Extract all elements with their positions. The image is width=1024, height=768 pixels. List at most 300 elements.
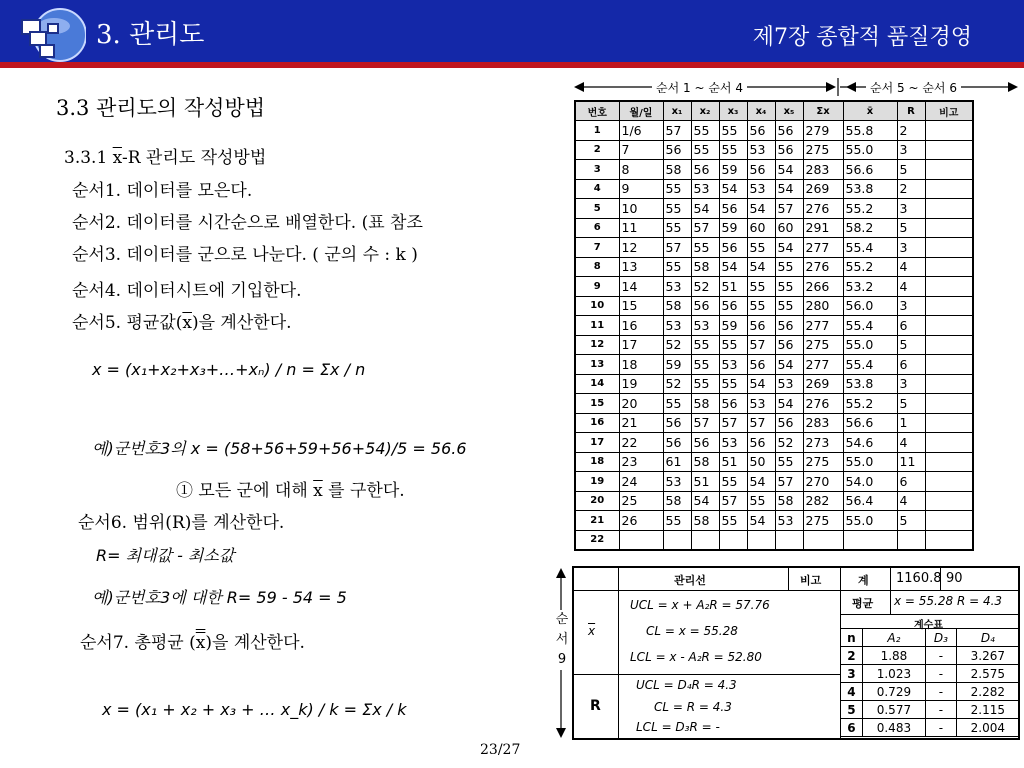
table-cell: 54 — [775, 238, 803, 258]
table-row — [575, 140, 973, 160]
table-cell: 6 — [897, 316, 925, 336]
column-header: x₃ — [719, 101, 747, 121]
coef-header-row — [841, 629, 1020, 647]
table-row — [575, 530, 973, 550]
table-cell: 18 — [619, 355, 663, 375]
table-cell: 55 — [747, 277, 775, 297]
table-cell: 269 — [803, 374, 843, 394]
table-cell: 53 — [719, 433, 747, 453]
coef-cell: 2.115 — [956, 701, 1019, 719]
table-cell: 53 — [663, 316, 691, 336]
table-cell: 56 — [719, 238, 747, 258]
table-cell: 53.2 — [843, 277, 897, 297]
coef-row — [841, 719, 1020, 737]
step-1: 순서1. 데이터를 모은다. — [72, 181, 253, 201]
table-cell: 56 — [775, 316, 803, 336]
table-row — [575, 199, 973, 219]
step-7 — [80, 628, 305, 653]
coef-cell: 1.88 — [862, 647, 925, 665]
table-cell: 21 — [575, 511, 619, 531]
table-cell: 17 — [575, 433, 619, 453]
coefficient-table — [840, 628, 1020, 737]
table-cell: 275 — [803, 511, 843, 531]
table-cell: 1/6 — [619, 121, 663, 141]
step-5 — [72, 308, 292, 333]
table-row — [575, 296, 973, 316]
table-cell: 55 — [747, 491, 775, 511]
table-cell: 55 — [663, 394, 691, 414]
table-cell: 12 — [575, 335, 619, 355]
table-cell: 58 — [691, 452, 719, 472]
note-1-pre: ① 모든 군에 대해 — [176, 481, 308, 501]
table-cell: 55.4 — [843, 316, 897, 336]
column-header: x₄ — [747, 101, 775, 121]
table-cell: 15 — [575, 394, 619, 414]
table-cell: 55.4 — [843, 355, 897, 375]
table-cell: 276 — [803, 199, 843, 219]
sum-label: 계 — [858, 574, 869, 587]
table-row — [575, 179, 973, 199]
table-cell: 22 — [575, 530, 619, 550]
table-cell: 11 — [897, 452, 925, 472]
coef-cell: 2.282 — [956, 683, 1019, 701]
table-cell: 56 — [747, 160, 775, 180]
table-cell: 60 — [775, 218, 803, 238]
ucl-r: UCL = D₄R = 4.3 — [636, 678, 737, 692]
xbar-row-label: $\overline{x}$ — [588, 624, 596, 638]
table-cell: 277 — [803, 238, 843, 258]
table-cell — [925, 160, 973, 180]
table-cell: 56 — [691, 160, 719, 180]
table-cell: 55.0 — [843, 335, 897, 355]
step-7-post: )을 계산한다. — [205, 633, 305, 653]
coef-cell: 2.575 — [956, 665, 1019, 683]
table-cell: 59 — [719, 316, 747, 336]
coef-cell: - — [926, 719, 957, 737]
table-cell: 4 — [897, 433, 925, 453]
table-cell: 60 — [747, 218, 775, 238]
table-cell: 54 — [775, 179, 803, 199]
table-cell: 54 — [747, 374, 775, 394]
table-row — [575, 452, 973, 472]
coef-cell: 0.483 — [862, 719, 925, 737]
coef-cell: 3.267 — [956, 647, 1019, 665]
table-cell: 58 — [663, 160, 691, 180]
table-cell: 53.8 — [843, 374, 897, 394]
table-cell — [925, 199, 973, 219]
table-cell — [925, 413, 973, 433]
table-cell: 57 — [775, 199, 803, 219]
table-cell: 275 — [803, 140, 843, 160]
table-cell: 55 — [719, 140, 747, 160]
table-cell: 4 — [897, 277, 925, 297]
table-cell: 57 — [775, 472, 803, 492]
table-cell: 56 — [747, 316, 775, 336]
note-1-post: 를 구한다. — [328, 481, 405, 501]
table-cell: 19 — [575, 472, 619, 492]
coef-row — [841, 665, 1020, 683]
table-cell: 9 — [575, 277, 619, 297]
section-title: 3.3 관리도의 작성방법 — [56, 96, 266, 120]
table-cell: 13 — [619, 257, 663, 277]
data-sheet — [574, 100, 1020, 551]
table-cell: 55 — [719, 472, 747, 492]
table-cell — [843, 530, 897, 550]
table-cell: 15 — [619, 296, 663, 316]
column-header: Σx — [803, 101, 843, 121]
table-cell — [925, 218, 973, 238]
table-cell: 52 — [663, 335, 691, 355]
table-cell: 57 — [691, 218, 719, 238]
table-cell: 276 — [803, 394, 843, 414]
table-cell: 2 — [575, 140, 619, 160]
footer-box — [572, 566, 1020, 740]
table-cell: 55 — [691, 355, 719, 375]
table-cell: 55 — [775, 452, 803, 472]
table-cell: 55 — [663, 511, 691, 531]
table-cell: 5 — [897, 394, 925, 414]
table-cell: 53 — [663, 472, 691, 492]
sum-xbar: 1160.8 — [896, 571, 942, 586]
table-cell: 61 — [663, 452, 691, 472]
table-cell: 55 — [775, 257, 803, 277]
table-row — [575, 491, 973, 511]
table-row — [575, 218, 973, 238]
table-cell: 5 — [897, 218, 925, 238]
coef-row — [841, 701, 1020, 719]
table-cell: 58 — [691, 394, 719, 414]
table-cell: 5 — [897, 335, 925, 355]
table-row — [575, 238, 973, 258]
table-cell: 55 — [663, 199, 691, 219]
table-cell: 25 — [619, 491, 663, 511]
table-header-row — [575, 101, 973, 121]
table-cell: 22 — [619, 433, 663, 453]
table-cell: 56 — [775, 140, 803, 160]
table-cell: 50 — [747, 452, 775, 472]
table-row — [575, 355, 973, 375]
table-row — [575, 413, 973, 433]
table-cell: 56.6 — [843, 413, 897, 433]
table-cell: 54 — [747, 257, 775, 277]
table-cell — [925, 374, 973, 394]
table-cell — [925, 277, 973, 297]
table-cell: 3 — [897, 374, 925, 394]
table-cell: 55 — [691, 140, 719, 160]
table-row — [575, 511, 973, 531]
coef-cell: - — [926, 665, 957, 683]
table-cell — [925, 335, 973, 355]
table-cell: 54 — [719, 179, 747, 199]
column-header: R — [897, 101, 925, 121]
table-cell: 54 — [775, 394, 803, 414]
table-cell — [925, 257, 973, 277]
table-cell: 54 — [719, 257, 747, 277]
coef-column-header: D₄ — [956, 629, 1019, 647]
table-cell: 21 — [619, 413, 663, 433]
table-cell — [803, 530, 843, 550]
table-cell — [925, 511, 973, 531]
table-cell: 10 — [575, 296, 619, 316]
table-cell — [925, 472, 973, 492]
table-cell: 8 — [575, 257, 619, 277]
table-cell: 53 — [775, 374, 803, 394]
r-row-label: R — [590, 698, 601, 714]
table-cell: 55.0 — [843, 511, 897, 531]
table-row — [575, 374, 973, 394]
arrow-right-label: 순서 5 ~ 순서 6 — [866, 79, 961, 96]
table-cell: 24 — [619, 472, 663, 492]
table-row — [575, 160, 973, 180]
table-cell: 54 — [775, 160, 803, 180]
coef-cell: 2.004 — [956, 719, 1019, 737]
coef-cell: 1.023 — [862, 665, 925, 683]
table-cell: 56 — [775, 121, 803, 141]
table-cell: 5 — [897, 160, 925, 180]
table-cell: 279 — [803, 121, 843, 141]
table-cell: 5 — [897, 511, 925, 531]
table-cell: 55 — [663, 179, 691, 199]
cl-x: CL = x = 55.28 — [646, 624, 738, 638]
table-cell: 52 — [691, 277, 719, 297]
table-cell: 3 — [897, 238, 925, 258]
coef-row — [841, 647, 1020, 665]
table-cell: 52 — [775, 433, 803, 453]
table-row — [575, 121, 973, 141]
step-5-pre: 순서5. 평균값( — [72, 313, 183, 333]
example-range: 예)군번호3에 대한 R= 59 - 54 = 5 — [92, 588, 347, 607]
table-cell: 56 — [719, 394, 747, 414]
avg-label: 평균 — [852, 597, 874, 610]
table-cell: 54 — [691, 491, 719, 511]
coef-row — [841, 683, 1020, 701]
table-cell: 53 — [691, 316, 719, 336]
coef-cell: - — [926, 683, 957, 701]
subsection-xbar: $\overline{x}$ — [112, 148, 122, 168]
table-cell: 55.0 — [843, 452, 897, 472]
table-cell: 58.2 — [843, 218, 897, 238]
step-5-post: )을 계산한다. — [191, 313, 292, 333]
table-cell — [925, 296, 973, 316]
table-cell: 20 — [575, 491, 619, 511]
table-cell: 283 — [803, 160, 843, 180]
step-3: 순서3. 데이터를 군으로 나눈다. ( 군의 수 : k ) — [72, 245, 418, 265]
coef-cell: - — [926, 701, 957, 719]
table-cell: 55 — [719, 374, 747, 394]
table-cell: 20 — [619, 394, 663, 414]
coef-label: 계수표 — [914, 620, 943, 631]
table-cell: 277 — [803, 316, 843, 336]
table-cell: 19 — [619, 374, 663, 394]
table-cell: 53 — [775, 511, 803, 531]
note-1 — [176, 476, 405, 501]
table-cell: 6 — [575, 218, 619, 238]
table-cell — [925, 491, 973, 511]
table-cell: 57 — [663, 238, 691, 258]
table-cell: 51 — [719, 277, 747, 297]
table-cell: 56 — [775, 335, 803, 355]
table-cell: 54 — [747, 472, 775, 492]
table-cell: 58 — [663, 296, 691, 316]
table-cell: 55.2 — [843, 394, 897, 414]
table-cell: 54 — [747, 511, 775, 531]
column-header: x₂ — [691, 101, 719, 121]
table-cell: 11 — [575, 316, 619, 336]
table-cell: 55 — [719, 335, 747, 355]
table-cell: 54 — [747, 199, 775, 219]
slide-title: 3. 관리도 — [96, 20, 205, 50]
table-cell: 55 — [691, 238, 719, 258]
table-cell: 3 — [897, 140, 925, 160]
table-cell: 57 — [719, 491, 747, 511]
table-cell: 291 — [803, 218, 843, 238]
table-cell: 8 — [619, 160, 663, 180]
table-cell: 53 — [747, 179, 775, 199]
table-cell: 53.8 — [843, 179, 897, 199]
table-cell: 275 — [803, 335, 843, 355]
table-cell: 56.4 — [843, 491, 897, 511]
coef-cell: - — [926, 647, 957, 665]
table-cell — [925, 140, 973, 160]
table-cell: 56.6 — [843, 160, 897, 180]
table-cell: 59 — [719, 218, 747, 238]
remark-label: 비고 — [800, 574, 822, 587]
table-cell — [925, 355, 973, 375]
table-cell: 4 — [897, 257, 925, 277]
avg-values: x = 55.28 R = 4.3 — [894, 594, 1003, 608]
table-cell: 55.8 — [843, 121, 897, 141]
table-cell: 10 — [619, 199, 663, 219]
table-cell: 55 — [747, 238, 775, 258]
table-cell: 9 — [619, 179, 663, 199]
table-cell: 57 — [747, 413, 775, 433]
table-cell: 4 — [575, 179, 619, 199]
logo-icon — [8, 6, 86, 64]
table-cell: 55 — [747, 296, 775, 316]
table-cell: 55.4 — [843, 238, 897, 258]
cl-r: CL = R = 4.3 — [654, 700, 732, 714]
table-cell: 270 — [803, 472, 843, 492]
table-cell: 13 — [575, 355, 619, 375]
table-cell: 282 — [803, 491, 843, 511]
coef-cell: 0.729 — [862, 683, 925, 701]
coef-cell: 3 — [841, 665, 863, 683]
table-cell: 3 — [897, 199, 925, 219]
column-header: x₁ — [663, 101, 691, 121]
table-cell — [925, 452, 973, 472]
table-row — [575, 316, 973, 336]
table-cell: 26 — [619, 511, 663, 531]
table-cell: 266 — [803, 277, 843, 297]
subsection-rest: -R 관리도 작성방법 — [121, 148, 267, 168]
table-cell: 53 — [747, 394, 775, 414]
table-cell: 55 — [663, 218, 691, 238]
table-cell: 55.2 — [843, 199, 897, 219]
table-cell: 56 — [747, 355, 775, 375]
table-cell: 54 — [775, 355, 803, 375]
table-cell — [925, 530, 973, 550]
control-limits-section — [548, 566, 1022, 740]
table-cell — [925, 433, 973, 453]
table-cell: 55 — [775, 277, 803, 297]
coef-cell: 2 — [841, 647, 863, 665]
table-cell: 2 — [897, 179, 925, 199]
table-cell — [925, 394, 973, 414]
table-cell: 1 — [575, 121, 619, 141]
coef-column-header: n — [841, 629, 863, 647]
table-cell: 59 — [663, 355, 691, 375]
table-cell — [619, 530, 663, 550]
table-cell: 6 — [897, 472, 925, 492]
column-header: 월/일 — [619, 101, 663, 121]
lcl-r: LCL = D₃R = - — [636, 720, 720, 734]
table-cell — [897, 530, 925, 550]
table-cell: 55 — [775, 296, 803, 316]
lcl-x: LCL = x - A₂R = 52.80 — [630, 650, 762, 664]
table-cell: 55 — [691, 121, 719, 141]
table-cell: 56 — [663, 413, 691, 433]
formula-range: R= 최대값 - 최소값 — [96, 546, 235, 565]
formula-grand-mean: x = (x₁ + x₂ + x₃ + … x_k) / k = Σx / k — [102, 700, 407, 719]
table-cell: 57 — [691, 413, 719, 433]
table-cell: 56 — [663, 433, 691, 453]
table-cell: 277 — [803, 355, 843, 375]
note-1-xbar: $\overline{x}$ — [313, 481, 323, 501]
table-cell: 58 — [691, 511, 719, 531]
table-cell: 51 — [691, 472, 719, 492]
table-cell: 16 — [575, 413, 619, 433]
table-cell: 1 — [897, 413, 925, 433]
table-cell: 52 — [663, 374, 691, 394]
table-cell: 283 — [803, 413, 843, 433]
table-cell: 57 — [663, 121, 691, 141]
table-cell: 11 — [619, 218, 663, 238]
table-cell — [925, 238, 973, 258]
table-cell: 2 — [897, 121, 925, 141]
coef-cell: 0.577 — [862, 701, 925, 719]
table-row — [575, 394, 973, 414]
table-cell: 5 — [575, 199, 619, 219]
table-cell: 57 — [747, 335, 775, 355]
table-cell — [719, 530, 747, 550]
table-cell: 53 — [747, 140, 775, 160]
table-cell: 3 — [575, 160, 619, 180]
table-row — [575, 335, 973, 355]
table-cell: 56 — [691, 296, 719, 316]
ucl-x: UCL = x + A₂R = 57.76 — [630, 598, 770, 612]
coef-cell: 5 — [841, 701, 863, 719]
table-cell: 55 — [691, 335, 719, 355]
table-cell: 55 — [719, 121, 747, 141]
table-cell: 56 — [747, 433, 775, 453]
table-cell: 4 — [897, 491, 925, 511]
table-cell: 55 — [719, 511, 747, 531]
table-cell: 55.2 — [843, 257, 897, 277]
table-cell: 7 — [575, 238, 619, 258]
table-cell: 7 — [619, 140, 663, 160]
column-header: x₅ — [775, 101, 803, 121]
step-5-xbar: $\overline{x}$ — [182, 313, 192, 333]
table-cell: 3 — [897, 296, 925, 316]
table-row — [575, 277, 973, 297]
table-cell: 58 — [691, 257, 719, 277]
table-cell: 17 — [619, 335, 663, 355]
table-cell: 56 — [719, 199, 747, 219]
table-row — [575, 433, 973, 453]
table-cell: 56 — [663, 140, 691, 160]
table-cell: 53 — [719, 355, 747, 375]
step-6: 순서6. 범위(R)를 계산한다. — [78, 513, 285, 533]
